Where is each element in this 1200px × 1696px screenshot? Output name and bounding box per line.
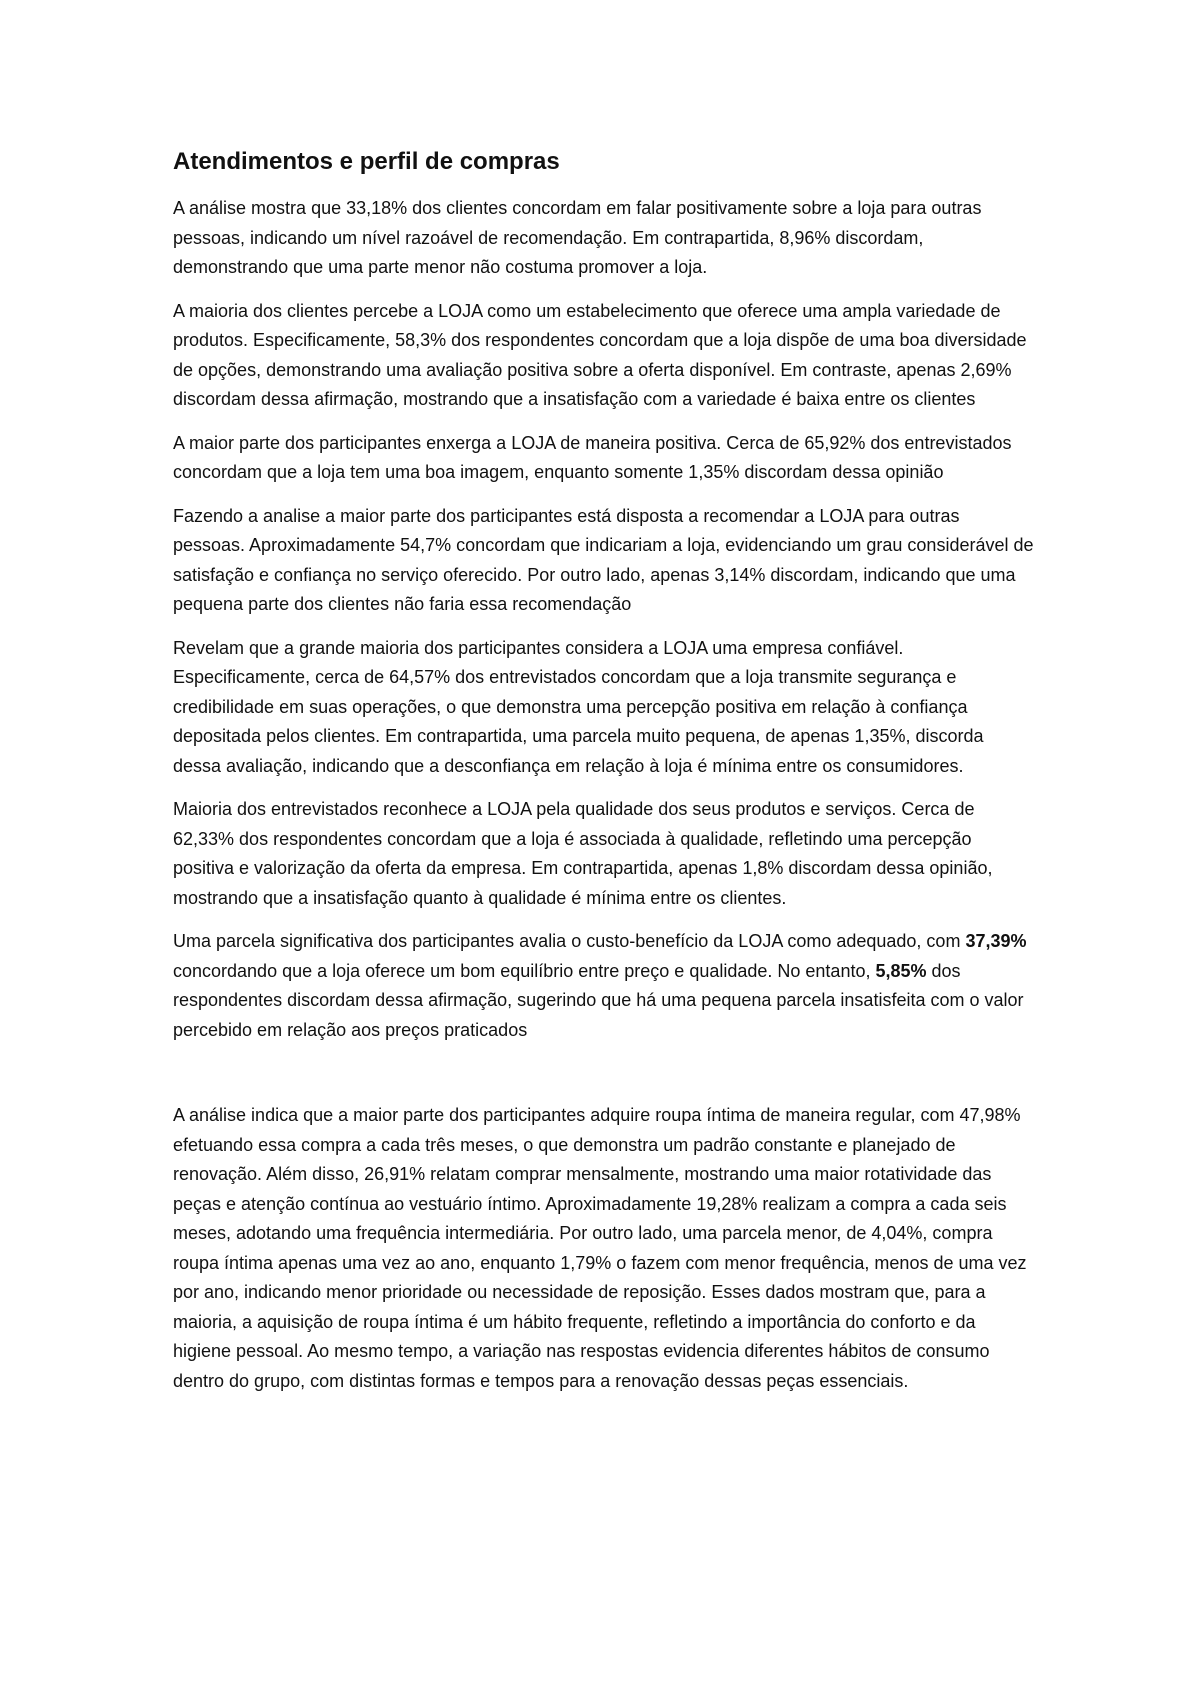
cost-benefit-text-3: dos respondentes discordam dessa afirmação, sugerindo que há uma pequena parcela insatisfeita com o valor percebido em relação aos preços praticados	[173, 960, 1024, 1040]
cost-benefit-text-1: Uma parcela significativa dos participantes avalia o custo-benefício da LOJA como adequado, com	[173, 931, 966, 951]
cost-benefit-text-2: concordando que a loja oferece um bom equilíbrio entre preço e qualidade. No entanto,	[173, 960, 876, 981]
paragraph-store-image: A maior parte dos participantes enxerga a LOJA de maneira positiva. Cerca de 65,92% dos entrevistados concordam que a loja tem uma boa imagem, enquanto somente 1,35% discordam dessa opinião	[173, 432, 1012, 482]
document-title: Atendimentos e perfil de compras	[173, 148, 560, 175]
paragraph-product-variety: A maioria dos clientes percebe a LOJA como um estabelecimento que oferece uma ampla variedade de produtos. Especificamente, 58,3% dos respondentes concordam que a loja dispõe de uma boa diversidade de opções, demonstrando uma avaliação positiva sobre a oferta disponível. Em contraste, apenas 2,69% discordam dessa afirmação, mostrando que a insatisfação com a variedade é baixa entre os clientes	[173, 300, 1027, 409]
paragraph-cost-benefit	[173, 927, 1035, 1045]
paragraph-quality: Maioria dos entrevistados reconhece a LOJA pela qualidade dos seus produtos e serviços. Cerca de 62,33% dos respondentes concordam que a loja é associada à qualidade, refletindo uma percepção positiva e valorização da oferta da empresa. Em contrapartida, apenas 1,8% discordam dessa opinião, mostrando que a insatisfação quanto à qualidade é mínima entre os clientes.	[173, 799, 993, 908]
document-body	[173, 146, 1035, 1410]
paragraph-recommend-store: Fazendo a analise a maior parte dos participantes está disposta a recomendar a LOJA para outras pessoas. Aproximadamente 54,7% concordam que indicariam a loja, evidenciando um grau considerável de satisfação e confiança no serviço oferecido. Por outro lado, apenas 3,14% discordam, indicando que uma pequena parte dos clientes não faria essa recomendação	[173, 505, 1034, 614]
paragraph-recommendation-talk: A análise mostra que 33,18% dos clientes concordam em falar positivamente sobre a loja para outras pessoas, indicando um nível razoável de recomendação. Em contrapartida, 8,96% discordam, demonstrando que uma parte menor não costuma promover a loja.	[173, 198, 982, 277]
paragraph-trust: Revelam que a grande maioria dos participantes considera a LOJA uma empresa confiável. Especificamente, cerca de 64,57% dos entrevistados concordam que a loja transmite segurança e credibilidade em suas operações, o que demonstra uma percepção positiva em relação à confiança depositada pelos clientes. Em contrapartida, uma parcela muito pequena, de apenas 1,35%, discorda dessa avaliação, indicando que a desconfiança em relação à loja é mínima entre os consumidores.	[173, 637, 984, 776]
paragraph-purchase-frequency: A análise indica que a maior parte dos participantes adquire roupa íntima de maneira regular, com 47,98% efetuando essa compra a cada três meses, o que demonstra um padrão constante e planejado de renovação. Além disso, 26,91% relatam comprar mensalmente, mostrando uma maior rotatividade das peças e atenção contínua ao vestuário íntimo. Aproximadamente 19,28% realizam a compra a cada seis meses, adotando uma frequência intermediária. Por outro lado, uma parcela menor, de 4,04%, compra roupa íntima apenas uma vez ao ano, enquanto 1,79% o fazem com menor frequência, menos de uma vez por ano, indicando menor prioridade ou necessidade de reposição. Esses dados mostram que, para a maioria, a aquisição de roupa íntima é um hábito frequente, refletindo a importância do conforto e da higiene pessoal. Ao mesmo tempo, a variação nas respostas evidencia diferentes hábitos de consumo dentro do grupo, com distintas formas e tempos para a renovação dessas peças essenciais.	[173, 1105, 1027, 1391]
cost-benefit-disagree-value: 5,85%	[875, 960, 927, 981]
cost-benefit-agree-value: 37,39%	[965, 931, 1027, 951]
